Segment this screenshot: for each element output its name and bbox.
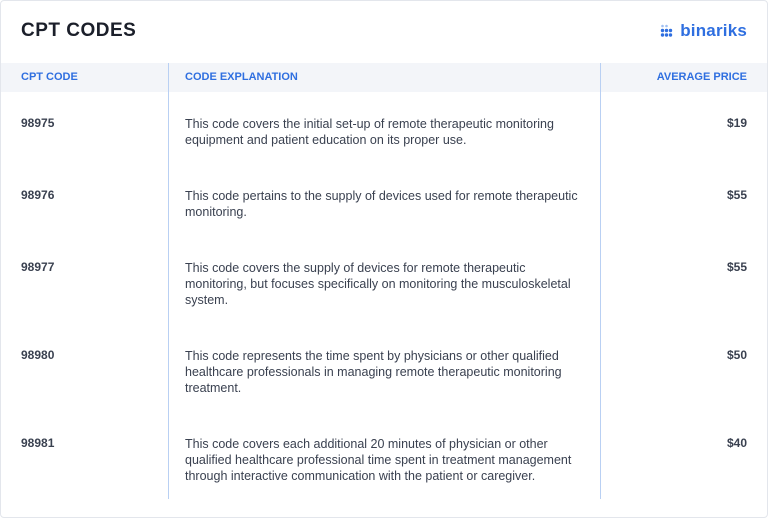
column-divider <box>168 63 169 499</box>
row-explanation: This code covers the supply of devices for remote therapeutic monitoring, but focuses specifically on monitoring the musculoskeletal system. <box>185 261 571 307</box>
row-explanation: This code covers the initial set-up of remote therapeutic monitoring equipment and patient education on its proper use. <box>185 117 554 147</box>
table-header <box>1 63 767 92</box>
brand-logo <box>660 21 747 41</box>
page-title: CPT CODES <box>21 20 137 41</box>
row-price: $19 <box>726 116 747 130</box>
row-price: $55 <box>726 260 747 274</box>
row-code: 98981 <box>21 436 55 450</box>
row-code: 98977 <box>21 260 55 274</box>
row-explanation: This code covers each additional 20 minutes of physician or other qualified healthcare professional time spent in treatment management through interactive communication with the patient or caregiver. <box>185 437 572 483</box>
row-code: 98980 <box>21 348 55 362</box>
row-explanation: This code pertains to the supply of devices used for remote therapeutic monitoring. <box>185 189 578 219</box>
row-code: 98975 <box>21 116 55 130</box>
column-divider <box>600 63 601 499</box>
dot-grid-logo-icon <box>660 23 676 39</box>
row-explanation: This code represents the time spent by physicians or other qualified healthcare professionals in managing remote therapeutic monitoring treatment. <box>185 349 562 395</box>
row-code: 98976 <box>21 188 55 202</box>
row-price: $55 <box>726 188 747 202</box>
row-price: $40 <box>726 436 747 450</box>
column-header-explanation: CODE EXPLANATION <box>185 71 298 83</box>
brand-name: binariks <box>680 21 747 40</box>
column-header-price: AVERAGE PRICE <box>656 71 747 83</box>
row-price: $50 <box>726 348 747 362</box>
column-header-code: CPT CODE <box>21 71 78 83</box>
